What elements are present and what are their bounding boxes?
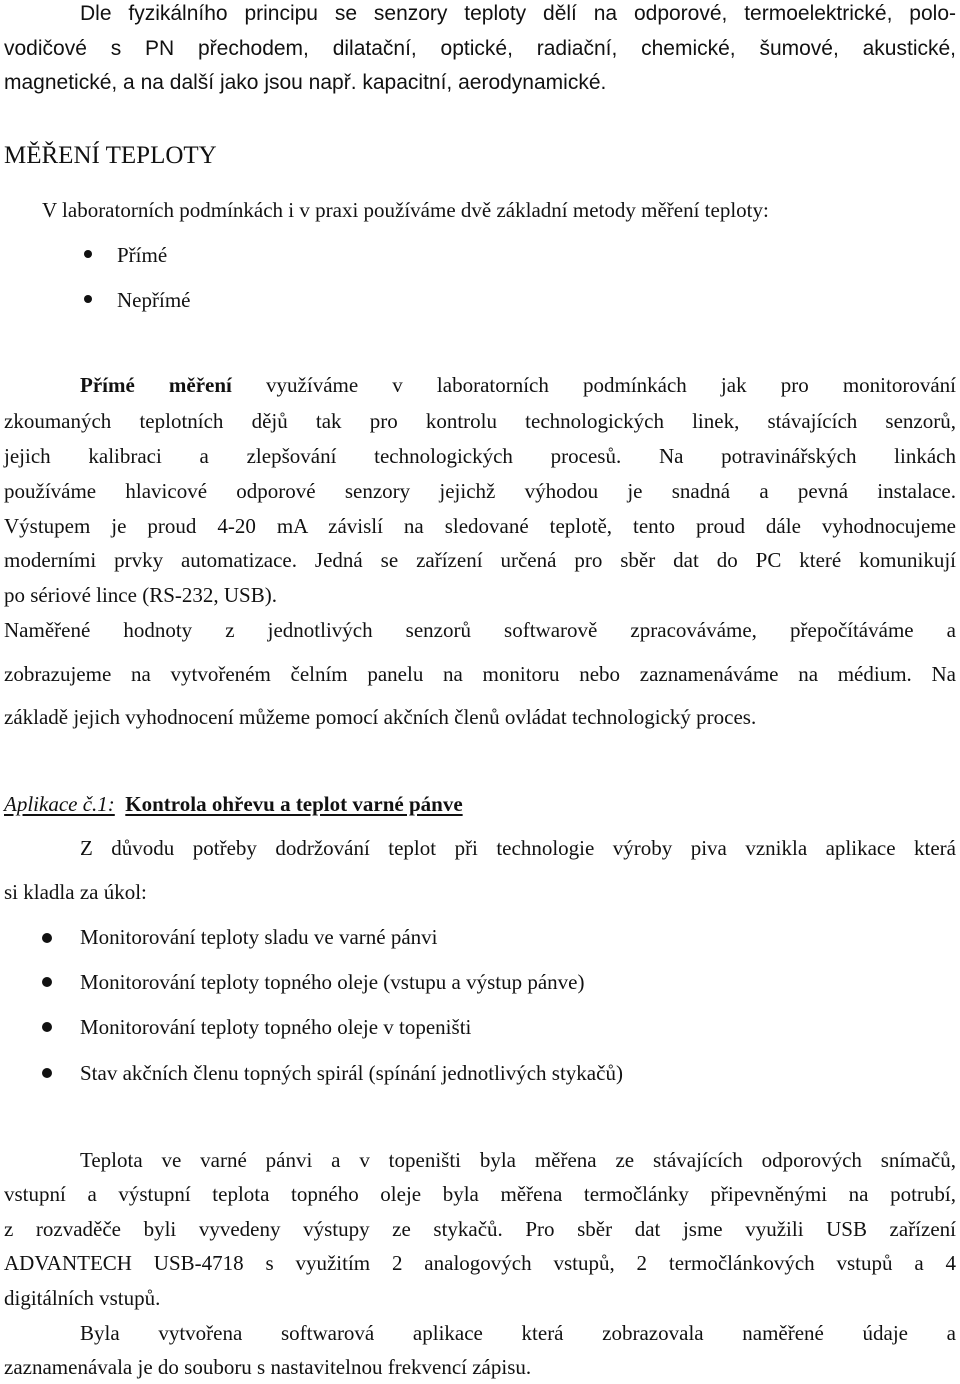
app-title-line [4, 794, 463, 815]
task-item-2: Monitorování teploty topného oleje (vstupu a výstup pánve) [80, 970, 585, 994]
direct-line-5: Výstupem je proud 4-20 mA závislí na sledované teplotě, tento proud dále vyhodnocujeme [4, 514, 956, 538]
task-item-1: Monitorování teploty sladu ve varné pánvi [80, 925, 438, 949]
measured-line-1: Naměřené hodnoty z jednotlivých senzorů softwarově zpracováváme, přepočítáváme a [4, 618, 956, 642]
intro-line-1: Dle fyzikálního principu se senzory teploty dělí na odporové, termoelektrické, polo- [80, 2, 956, 25]
direct-line-4: používáme hlavicové odporové senzory jejichž výhodou je snadná a pevná instalace. [4, 479, 956, 503]
bullet-icon [42, 933, 52, 943]
intro-line-3: magnetické, a na další jako jsou např. kapacitní, aerodynamické. [4, 71, 607, 94]
final-line-7: zaznamenávala je do souboru s nastavitelnou frekvencí zápisu. [4, 1355, 532, 1379]
direct-term: Přímé měření [80, 373, 232, 397]
app-intro-line-2: si kladla za úkol: [4, 880, 147, 904]
direct-line-1-text: využíváme v laboratorních podmínkách jak pro monitorování [231, 373, 956, 397]
final-line-5: digitálních vstupů. [4, 1286, 161, 1310]
section-heading: MĚŘENÍ TEPLOTY [4, 142, 217, 169]
direct-line-1 [80, 375, 956, 396]
bullet-icon [42, 1022, 52, 1032]
intro-line-2: vodičové s PN přechodem, dilatační, optické, radiační, chemické, šumové, akustické, [4, 37, 956, 60]
measured-line-3: základě jejich vyhodnocení můžeme pomocí akčních členů ovládat technologický proces. [4, 705, 757, 729]
direct-line-3: jejich kalibraci a zlepšování technologických procesů. Na potravinářských linkách [4, 444, 956, 468]
bullet-icon [84, 295, 92, 303]
app-label: Aplikace č.1: [4, 792, 115, 816]
methods-intro: V laboratorních podmínkách i v praxi používáme dvě základní metody měření teploty: [42, 198, 769, 222]
method-item-indirect: Nepřímé [117, 288, 191, 312]
bullet-icon [84, 250, 92, 258]
measured-line-2: zobrazujeme na vytvořeném čelním panelu na monitoru nebo zaznamenáváme na médium. Na [4, 662, 956, 686]
final-line-6: Byla vytvořena softwarová aplikace která zobrazovala naměřené údaje a [80, 1321, 956, 1345]
direct-line-6: moderními prvky automatizace. Jedná se zařízení určená pro sběr dat do PC které komunikují [4, 548, 956, 572]
final-line-3: z rozvaděče byli vyvedeny výstupy ze stykačů. Pro sběr dat jsme využili USB zařízení [4, 1217, 956, 1241]
method-item-direct: Přímé [117, 243, 168, 267]
app-intro-line-1: Z důvodu potřeby dodržování teplot při technologie výroby piva vznikla aplikace která [80, 836, 956, 860]
bullet-icon [42, 1068, 52, 1078]
final-line-1: Teplota ve varné pánvi a v topeništi byla měřena ze stávajících odporových snímačů, [80, 1148, 956, 1172]
direct-line-7: po sériové lince (RS-232, USB). [4, 583, 277, 607]
final-line-2: vstupní a výstupní teplota topného oleje byla měřena termočlánky připevněnými na potrubí, [4, 1182, 956, 1206]
final-line-4: ADVANTECH USB-4718 s využitím 2 analogových vstupů, 2 termočlánkových vstupů a 4 [4, 1251, 956, 1275]
direct-line-2: zkoumaných teplotních dějů tak pro kontrolu technologických linek, stávajících senzorů, [4, 409, 956, 433]
task-item-4: Stav akčních členu topných spirál (spínání jednotlivých stykačů) [80, 1061, 623, 1085]
task-item-3: Monitorování teploty topného oleje v topeništi [80, 1015, 472, 1039]
bullet-icon [42, 977, 52, 987]
app-title: Kontrola ohřevu a teplot varné pánve [125, 792, 463, 816]
